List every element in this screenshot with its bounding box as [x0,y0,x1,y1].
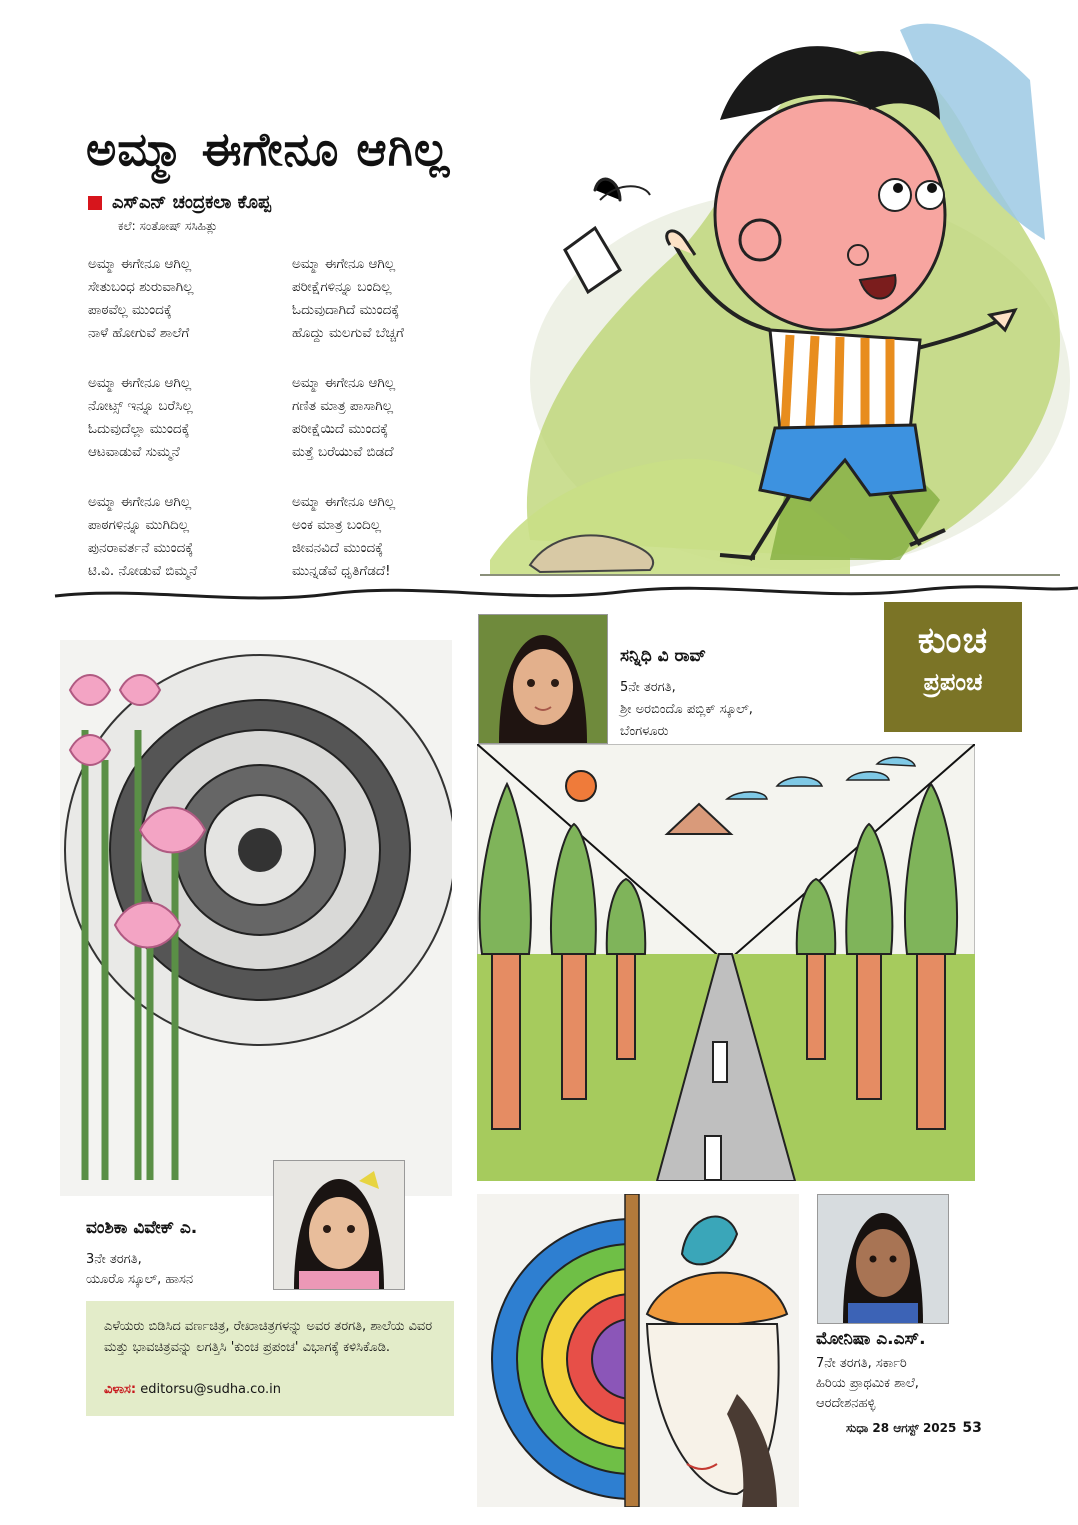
drawing-road-perspective [477,744,975,1181]
page-footer [846,1420,982,1436]
poem-stanza: ಅಮ್ಮಾ ಈಗೇನೂ ಆಗಿಲ್ಲ ಅಂಕ ಮಾತ್ರ ಬಂದಿಲ್ಲ ಜೀವನವಿದೆ ಮುಂದಕ್ಕೆ ಮುನ್ನಡೆವೆ ಧೃತಿಗೆಡದೆ! [292,494,396,579]
submission-text: ಎಳೆಯರು ಬಿಡಿಸಿದ ವರ್ಣಚಿತ್ರ, ರೇಖಾಚಿತ್ರಗಳನ್ನು ಅವರ ತರಗತಿ, ಶಾಲೆಯ ವಿವರ ಮತ್ತು ಭಾವಚಿತ್ರವನ್ನು ಲಗತ್ತಿಸಿ 'ಕುಂಚ ಪ್ರಪಂಚ' ವಿಭಾಗಕ್ಕೆ ಕಳಿಸಿಕೊಡಿ. [104,1319,433,1355]
poem-stanza: ಅಮ್ಮಾ ಈಗೇನೂ ಆಗಿಲ್ಲ ಪರೀಕ್ಷೆಗಳಿನ್ನೂ ಬಂದಿಲ್ಲ ಓದುವುದಾಗಿದೆ ಮುಂದಕ್ಕೆ ಹೊದ್ದು ಮಲಗುವೆ ಬೆಚ್ಚಗೆ [292,256,404,341]
poem-stanza: ಅಮ್ಮಾ ಈಗೇನೂ ಆಗಿಲ್ಲ ಪಾಠಗಳಿನ್ನೂ ಮುಗಿದಿಲ್ಲ ಪುನರಾವರ್ತನೆ ಮುಂದಕ್ಕೆ ಟಿ.ವಿ. ನೋಡುವೆ ಬಿಮ್ಮನೆ [88,494,198,579]
submission-address [104,1382,281,1397]
drawing-krishna-mandala [477,1194,799,1507]
artist-place: ಆರದೇಶನಹಳ್ಳಿ [816,1396,876,1411]
author-byline [88,192,271,213]
artist-name: ಸನ್ನಿಧಿ ವಿ ರಾವ್ [620,646,706,666]
magazine-date: ಸುಧಾ 28 ಆಗಸ್ಟ್ 2025 [846,1421,957,1435]
address-label: ವಿಳಾಸ: [104,1382,137,1397]
artist-photo-monisha [817,1194,949,1324]
artist-photo-sannidhi [478,614,608,744]
artist-name: ವಂಶಿಕಾ ವಿವೇಕ್ ಎ. [86,1218,198,1238]
author-name: ಎಸ್‌ಎನ್ ಚಂದ್ರಕಲಾ ಕೊಪ್ಪ [112,192,271,213]
page-number: 53 [962,1420,982,1436]
art-credit: ಕಲೆ: ಸಂತೋಷ್ ಸಸಿಹಿತ್ಲು [118,219,218,233]
poem-stanza: ಅಮ್ಮಾ ಈಗೇನೂ ಆಗಿಲ್ಲ ಸೇತುಬಂಧ ಶುರುವಾಗಿಲ್ಲ ಪಾಠವೆಲ್ಲ ಮುಂದಕ್ಕೆ ನಾಳೆ ಹೋಗುವೆ ಶಾಲೆಗೆ [88,256,194,341]
kuncha-prapancha-logo: ಕುಂಚ ಪ್ರಪಂಚ [884,602,1022,732]
artist-name: ಮೋನಿಷಾ ಎ.ಎಸ್. [816,1329,926,1349]
artist-school: ಹಿರಿಯ ಪ್ರಾಥಮಿಕ ಶಾಲೆ, [816,1376,919,1391]
address-email[interactable]: editorsu@sudha.co.in [140,1382,282,1397]
red-bullet-icon [88,196,102,210]
artist-class: 3ನೇ ತರಗತಿ, [86,1252,142,1267]
artist-class: 5ನೇ ತರಗತಿ, [620,680,676,695]
poem-stanza: ಅಮ್ಮಾ ಈಗೇನೂ ಆಗಿಲ್ಲ ನೋಟ್ಸ್ ಇನ್ನೂ ಬರೆಸಿಲ್ಲ ಓದುವುದೆಲ್ಲಾ ಮುಂದಕ್ಕೆ ಆಟವಾಡುವೆ ಸುಮ್ಮನೆ [88,375,193,460]
artist-place: ಬೆಂಗಳೂರು [620,724,669,739]
artist-class: 7ನೇ ತರಗತಿ, ಸರ್ಕಾರಿ [816,1356,907,1371]
poem-stanza: ಅಮ್ಮಾ ಈಗೇನೂ ಆಗಿಲ್ಲ ಗಣಿತ ಮಾತ್ರ ಪಾಸಾಗಿಲ್ಲ ಪರೀಕ್ಷೆಯಿದೆ ಮುಂದಕ್ಕೆ ಮತ್ತೆ ಬರೆಯುವೆ ಬಿಡದೆ [292,375,396,460]
artist-school: ಶ್ರೀ ಅರಬಿಂದೊ ಪಬ್ಲಿಕ್ ಸ್ಕೂಲ್, [620,702,753,717]
cartoon-boy-illustration [470,0,1070,580]
artist-photo-vamshika [273,1160,405,1290]
drawing-mandala-lotus [60,640,452,1196]
poem-title: ಅಮ್ಮಾ ಈಗೇನೂ ಆಗಿಲ್ಲ [86,122,451,176]
artist-school: ಯೂರೊ ಸ್ಕೂಲ್, ಹಾಸನ [86,1272,194,1287]
